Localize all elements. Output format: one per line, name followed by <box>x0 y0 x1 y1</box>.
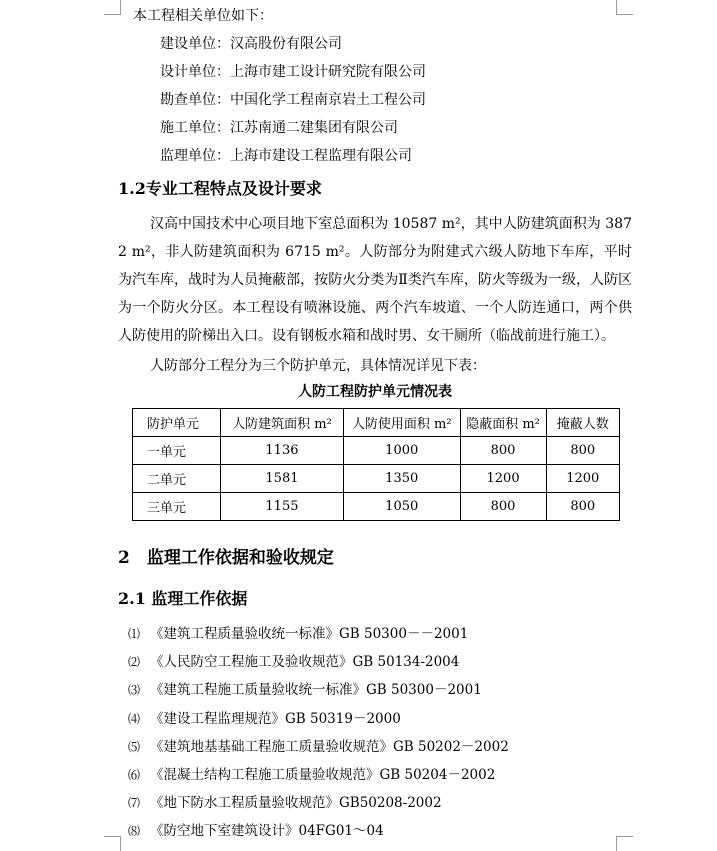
list-item <box>128 817 509 845</box>
table-header: 人防建筑面积 m² <box>221 409 344 437</box>
list-item-text: 《建筑工程质量验收统一标准》GB 50300－－2001 <box>150 626 469 642</box>
list-item-number: ⑴ <box>128 627 141 641</box>
table-cell: 1200 <box>460 465 546 493</box>
list-item-number: ⑻ <box>128 824 141 839</box>
table-row <box>133 493 620 521</box>
crop-mark-top-left <box>104 0 121 15</box>
protection-unit-table <box>132 408 620 521</box>
units-intro: 本工程相关单位如下： <box>133 8 273 24</box>
list-item <box>128 789 509 817</box>
heading-1-2: 1.2专业工程特点及设计要求 <box>118 179 322 198</box>
table-header: 隐蔽面积 m² <box>460 409 546 437</box>
list-item-number: ⑸ <box>128 739 141 754</box>
table-cell: 一单元 <box>133 437 221 465</box>
list-item <box>128 705 509 733</box>
unit-builder: 施工单位：江苏南通二建集团有限公司 <box>160 120 398 136</box>
table-cell: 1155 <box>221 493 344 521</box>
project-description: 汉高中国技术中心项目地下室总面积为 10587 m²，其中人防建筑面积为 3872 m²，非人防建筑面积为 6715 m²。人防部分为附建式六级人防地下车库，平时为汽车库，战时为人员掩蔽部，按防火分类为Ⅱ类汽车库，防火等级为一级，人防区为一个防火分区。本工程设有喷淋设施、两个汽车坡道、一个人防连通口，两个供人防使用的阶梯出入口。设有钢板水箱和战时男、女干厕所（临战前进行施工）。 <box>118 216 632 344</box>
list-item-text: 《人民防空工程施工及验收规范》GB 50134-2004 <box>150 654 460 671</box>
table-cell: 800 <box>546 493 619 521</box>
table-row <box>133 437 620 465</box>
table-header: 人防使用面积 m² <box>343 409 460 437</box>
list-item <box>128 620 509 648</box>
list-item-text: 《建设工程监理规范》GB 50319－2000 <box>150 710 401 727</box>
heading-2: 2 监理工作依据和验收规定 <box>118 548 334 568</box>
unit-design: 设计单位：上海市建工设计研究院有限公司 <box>160 64 426 80</box>
table-cell: 1581 <box>221 465 344 493</box>
table-cell: 800 <box>460 493 546 521</box>
crop-mark-bottom-left <box>104 836 121 851</box>
list-item-number: ⑷ <box>128 711 141 726</box>
crop-mark-bottom-right <box>616 836 633 851</box>
list-item-text: 《建筑工程施工质量验收统一标准》GB 50300－2001 <box>150 682 482 699</box>
list-item-text: 《防空地下室建筑设计》04FG01～04 <box>150 823 384 840</box>
list-item-number: ⑹ <box>128 767 141 782</box>
table-row <box>133 465 620 493</box>
crop-mark-top-right <box>616 0 633 15</box>
table-header: 掩蔽人数 <box>546 409 619 437</box>
list-item-number: ⑵ <box>128 655 141 670</box>
table-cell: 1350 <box>343 465 460 493</box>
table-title: 人防工程防护单元情况表 <box>298 384 452 400</box>
reference-list <box>128 620 509 846</box>
unit-supervision: 监理单位：上海市建设工程监理有限公司 <box>160 148 412 164</box>
list-item <box>128 648 509 676</box>
unit-construction: 建设单位：汉高股份有限公司 <box>160 36 342 52</box>
table-header: 防护单元 <box>133 409 221 437</box>
table-cell: 三单元 <box>133 493 221 521</box>
table-cell: 800 <box>546 437 619 465</box>
table-intro: 人防部分工程分为三个防护单元，具体情况详见下表： <box>150 358 486 374</box>
list-item-number: ⑶ <box>128 683 141 698</box>
table-header-row <box>133 409 620 437</box>
table-cell: 1000 <box>343 437 460 465</box>
list-item <box>128 733 509 761</box>
unit-survey: 勘查单位：中国化学工程南京岩土工程公司 <box>160 92 426 108</box>
list-item-text: 《建筑地基基础工程施工质量验收规范》GB 50202－2002 <box>150 738 509 755</box>
table-cell: 1200 <box>546 465 619 493</box>
list-item <box>128 676 509 704</box>
list-item-number: ⑺ <box>128 796 141 811</box>
table-cell: 二单元 <box>133 465 221 493</box>
list-item <box>128 761 509 789</box>
table-cell: 1050 <box>343 493 460 521</box>
list-item-text: 《混凝土结构工程施工质量验收规范》GB 50204－2002 <box>150 766 496 783</box>
list-item-text: 《地下防水工程质量验收规范》GB50208-2002 <box>150 795 442 812</box>
table-cell: 800 <box>460 437 546 465</box>
table-cell: 1136 <box>221 437 344 465</box>
heading-2-1: 2.1 监理工作依据 <box>118 589 248 608</box>
